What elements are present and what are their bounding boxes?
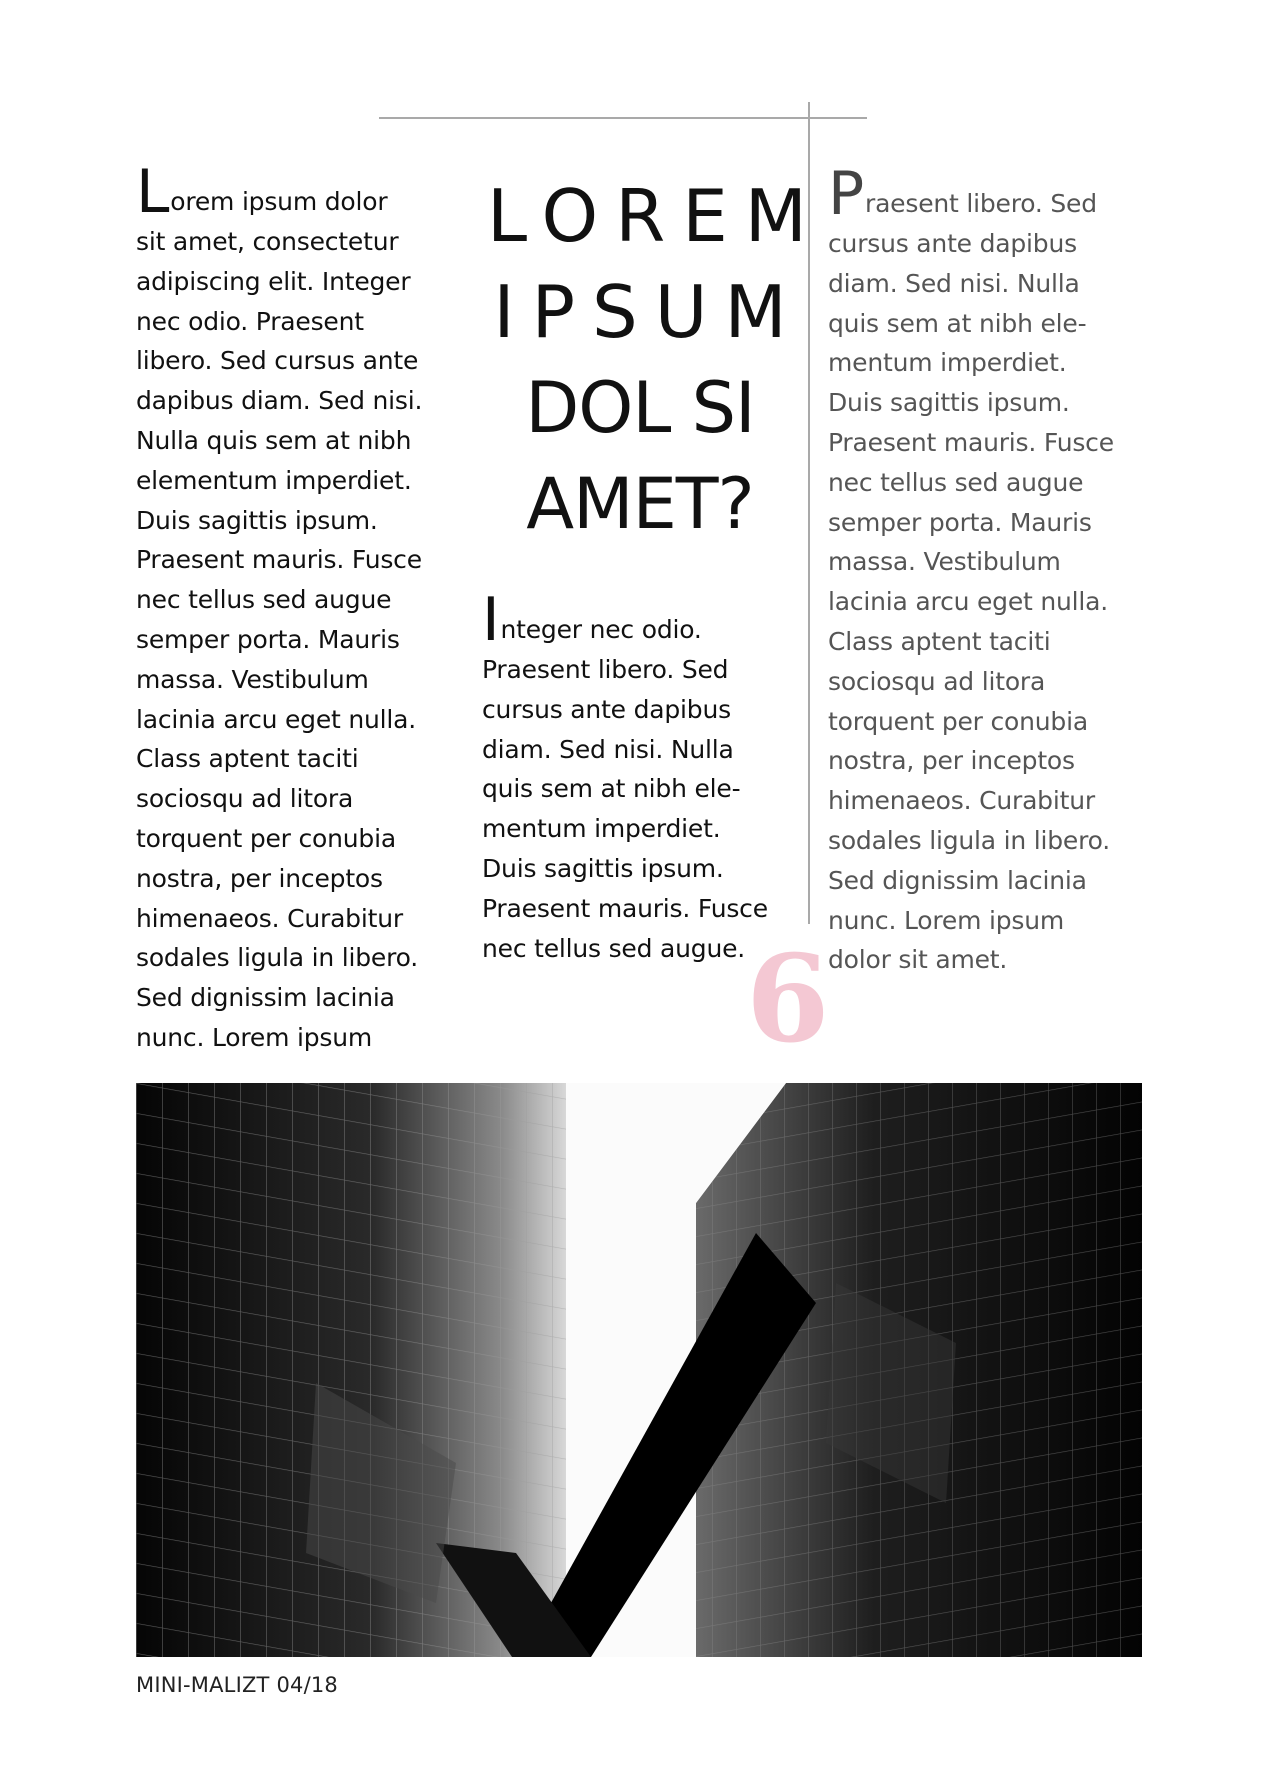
column-left-text: orem ipsum dolor sit amet, consectetur adipiscing elit. Integer nec odio. Praesent libero. Sed cursus ante dapibus diam. Sed nisi. Nulla quis sem at nibh elementum imperdiet. Duis sagittis ipsum. Praesent mauris. Fusce nec tellus sed augue semper porta. Mauris massa. Vestibulum lacinia arcu eget nulla. Class aptent taciti sociosqu ad litora torquent per conubia nostra, per inceptos himenaeos. Curabitur sodales ligula in libero. Sed dignissim lacinia nunc. Lorem ipsum: [136, 187, 423, 1052]
architecture-photo: [136, 1083, 1142, 1657]
headline-line-4: AMET?: [526, 463, 754, 545]
drop-cap-left: L: [136, 157, 170, 227]
headline-line-2: IPSUM: [493, 270, 804, 354]
column-right: [828, 159, 1158, 980]
column-right-text: raesent libero. Sed cursus ante dapibus diam. Sed nisi. Nulla quis sem at nibh ele- mentum imperdiet. Duis sagittis ipsum. Praesent mauris. Fusce nec tellus sed augue semper porta. Mauris massa. Vestibulum lacinia arcu eget nulla. Class aptent taciti sociosqu ad litora torquent per conubia nostra, per inceptos himenaeos. Curabitur sodales ligula in libero. Sed dignissim lacinia nunc. Lorem ipsum dolor sit amet.: [828, 189, 1114, 975]
headline: [470, 168, 824, 552]
headline-line-3: DOL SI: [525, 367, 755, 449]
issue-footer: MINI-MALIZT 04/18: [136, 1673, 338, 1697]
building-photo-illustration: [136, 1083, 1142, 1657]
top-rule: [379, 117, 867, 119]
drop-cap-middle: I: [482, 585, 500, 655]
column-middle: [482, 585, 802, 968]
drop-cap-right: P: [828, 159, 864, 229]
headline-line-1: LOREM: [487, 174, 824, 258]
page-number: 6: [746, 929, 830, 1070]
column-left: [136, 157, 456, 1058]
column-middle-text: nteger nec odio. Praesent libero. Sed cursus ante dapibus diam. Sed nisi. Nulla quis sem at nibh ele- mentum imperdiet. Duis sagittis ipsum. Praesent mauris. Fusce nec tellus sed augue.: [482, 615, 768, 963]
